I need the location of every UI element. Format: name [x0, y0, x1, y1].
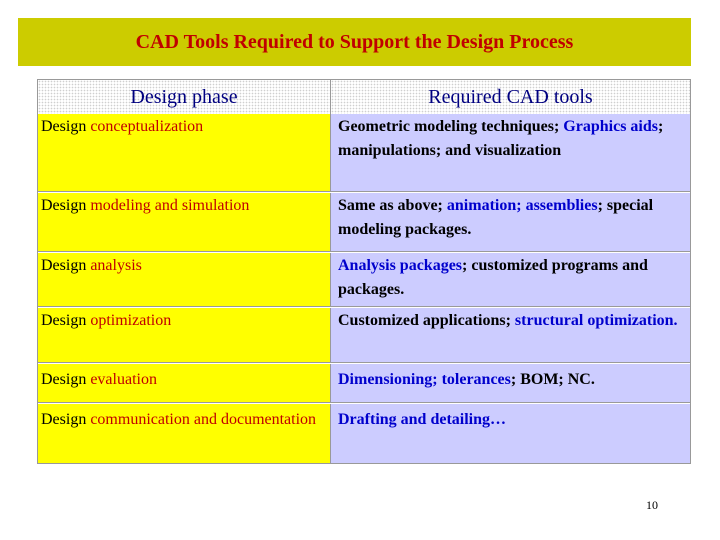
phase-prefix: Design — [41, 257, 91, 274]
phase-prefix: Design — [41, 118, 91, 135]
tools-text-segment: ; customized programs and packages. — [338, 257, 648, 298]
phase-term: optimization — [90, 312, 172, 329]
phase-cell — [38, 308, 331, 362]
tools-cell — [331, 114, 690, 191]
tools-text-segment: Graphics aids — [563, 118, 658, 135]
table-row — [38, 308, 690, 362]
tools-text-segment: Same as above; — [338, 197, 447, 214]
tools-text-segment: Drafting and detailing… — [338, 411, 507, 428]
phase-cell — [38, 364, 331, 402]
phase-prefix: Design — [41, 411, 91, 428]
table-row — [38, 114, 690, 191]
slide-title: CAD Tools Required to Support the Design Process — [135, 30, 574, 53]
phase-cell — [38, 193, 331, 251]
tools-cell — [331, 404, 690, 463]
tools-text-segment: Dimensioning; tolerances — [338, 371, 511, 388]
phase-prefix: Design — [41, 371, 91, 388]
title-bar — [18, 18, 691, 66]
tools-text-segment: animation; assemblies — [446, 197, 598, 214]
tools-text-segment: Geometric modeling techniques; — [338, 118, 564, 135]
tools-text-segment: ; manipulations; and visualization — [338, 118, 664, 159]
tools-text-segment: structural optimization. — [514, 312, 678, 329]
phase-cell — [38, 114, 331, 191]
page-number: 10 — [646, 498, 658, 512]
tools-cell — [331, 308, 690, 362]
header-required-cad-tools: Required CAD tools — [331, 80, 690, 114]
tools-text-segment: ; BOM; NC. — [510, 371, 595, 388]
table-row — [38, 253, 690, 306]
tools-cell — [331, 193, 690, 251]
tools-cell — [331, 364, 690, 402]
tools-cell — [331, 253, 690, 306]
phase-cell — [38, 404, 331, 463]
tools-text-segment: Analysis packages — [338, 257, 463, 274]
table-header-row — [38, 80, 690, 114]
phase-term: conceptualization — [90, 118, 204, 135]
header-design-phase: Design phase — [38, 80, 331, 114]
phase-prefix: Design — [41, 197, 91, 214]
table-row — [38, 364, 690, 402]
phase-cell — [38, 253, 331, 306]
table-row — [38, 404, 690, 463]
phase-term: communication and documentation — [90, 411, 317, 428]
table-row — [38, 193, 690, 251]
tools-text-segment: Customized applications; — [338, 312, 515, 329]
phase-term: modeling and simulation — [90, 197, 250, 214]
phase-term: analysis — [90, 257, 142, 274]
tools-text-segment: ; special modeling packages. — [338, 197, 654, 238]
phase-term: evaluation — [90, 371, 157, 388]
phase-prefix: Design — [41, 312, 91, 329]
cad-tools-table — [37, 79, 691, 464]
